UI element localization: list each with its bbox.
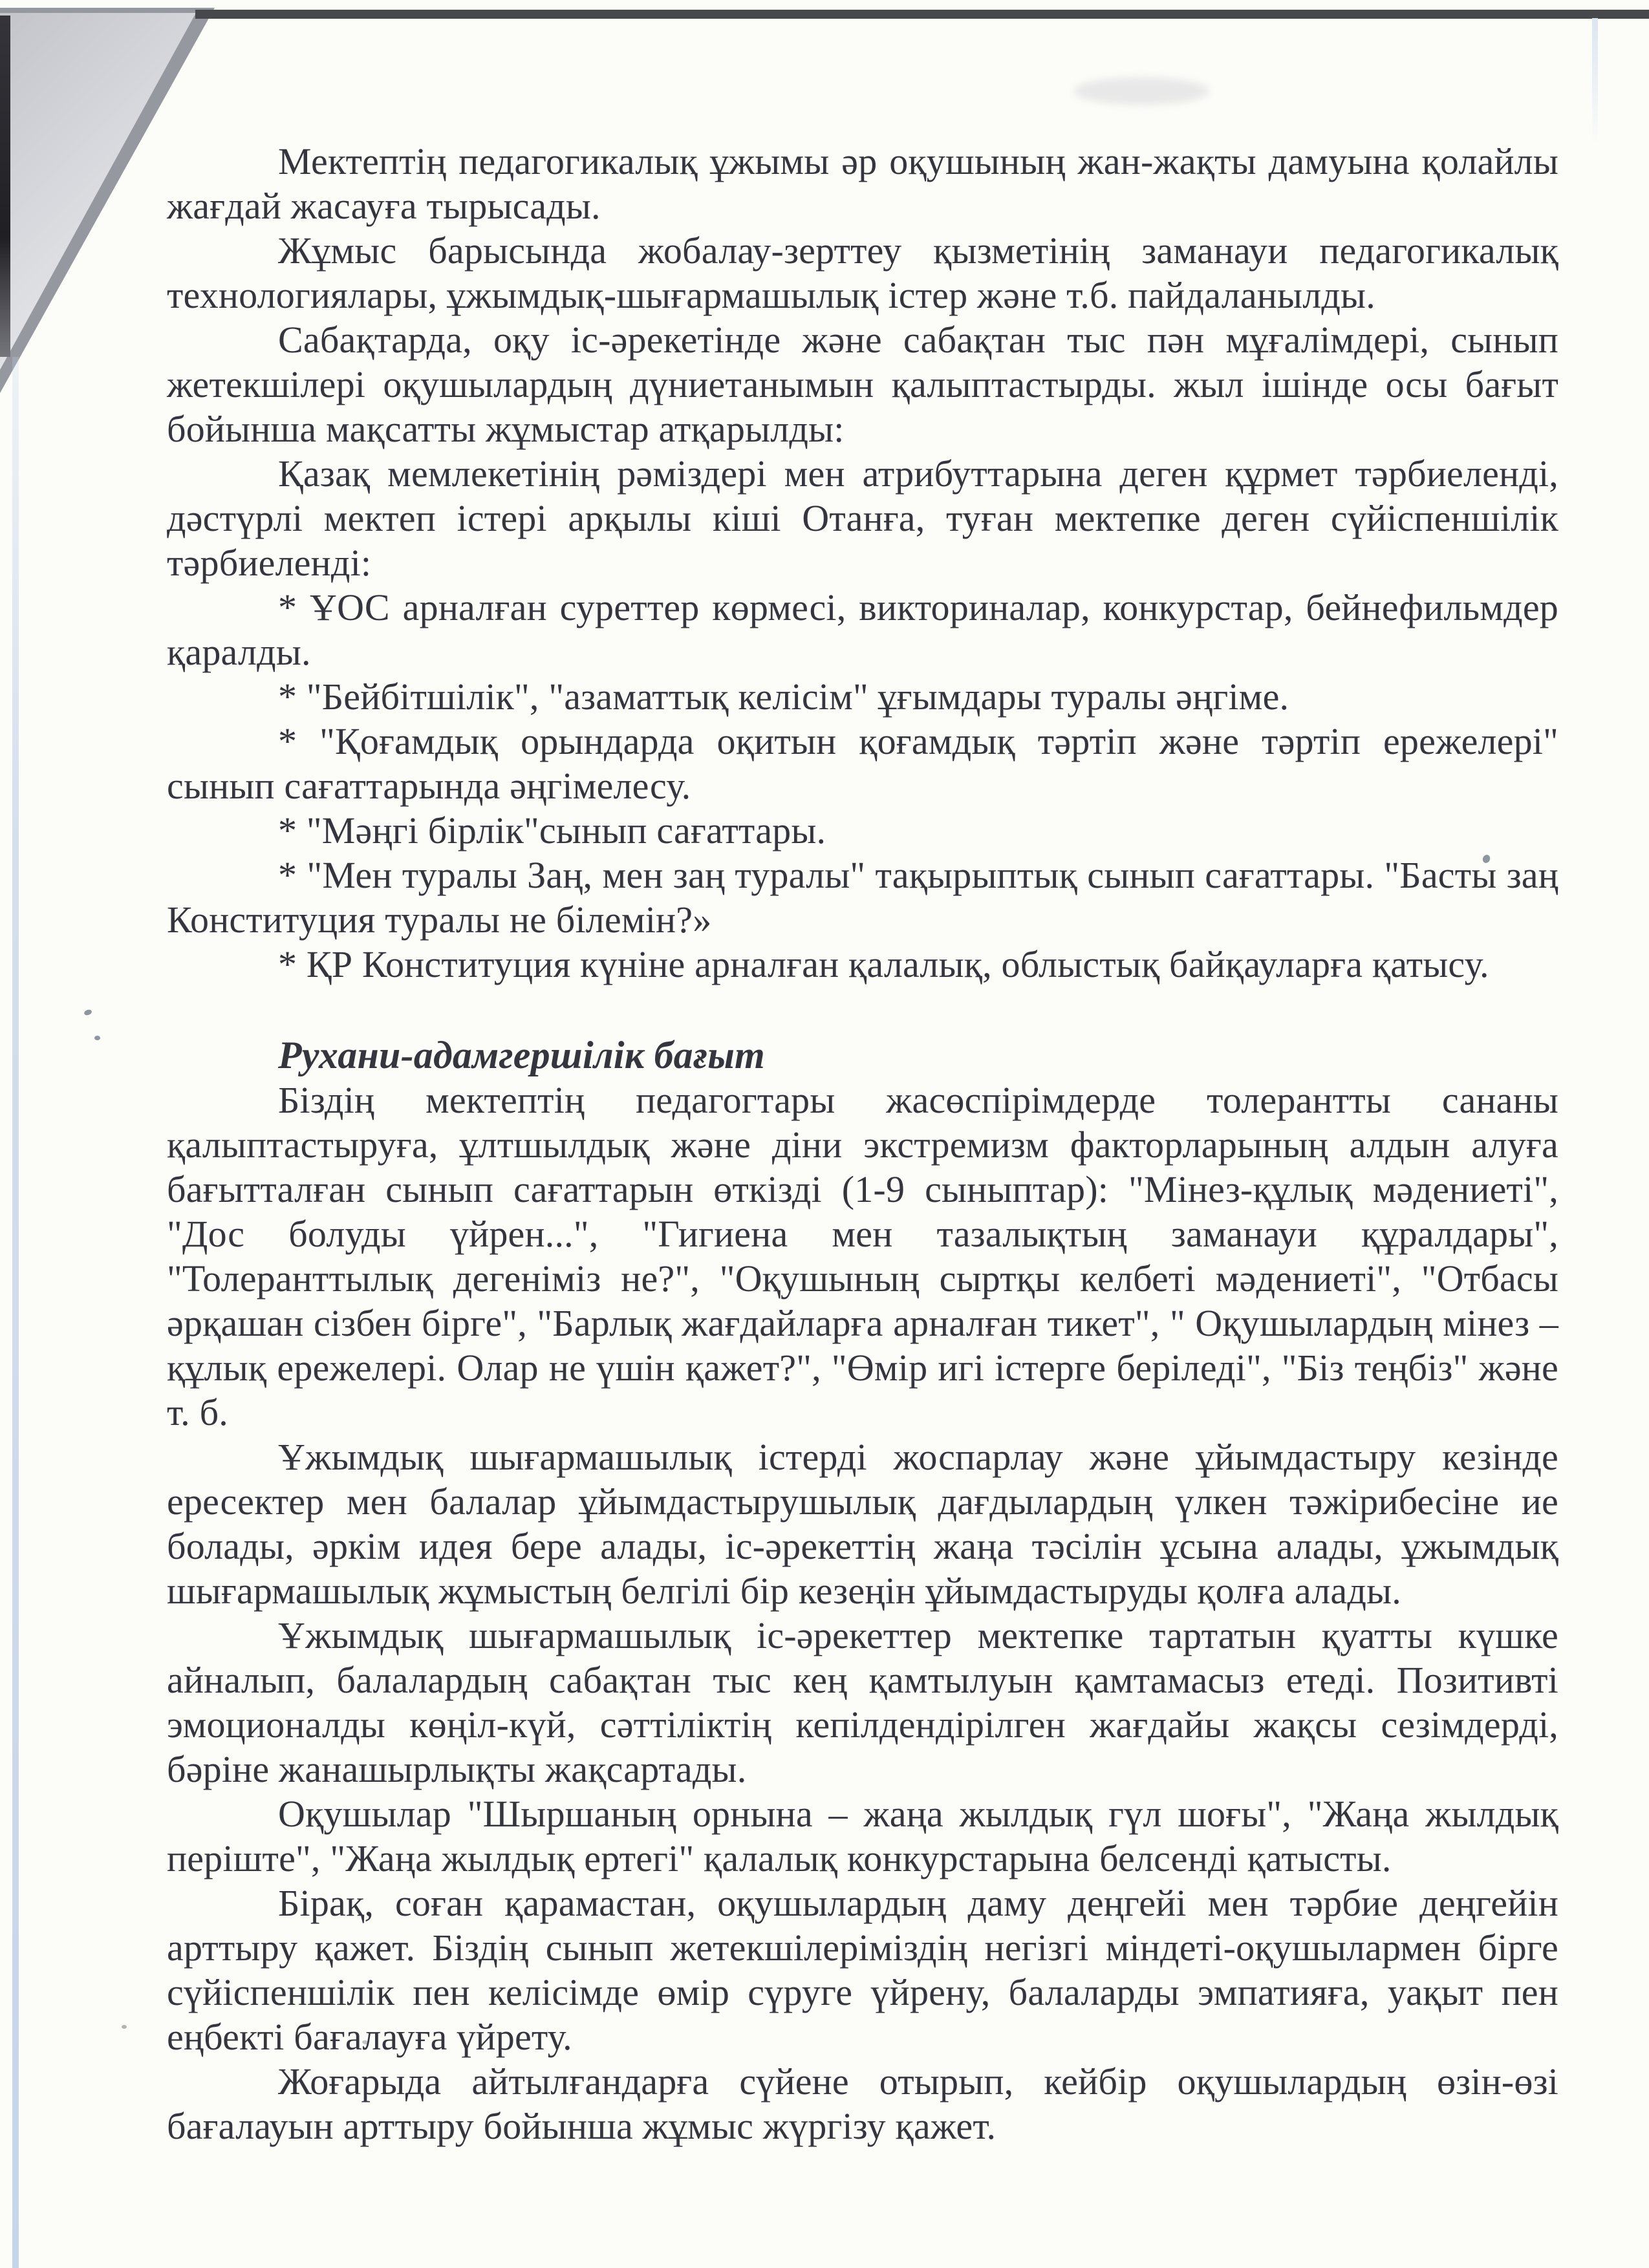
section-heading: Рухани-адамгершілік бағыт <box>278 1034 765 1076</box>
paragraph-intro: Мектептің педагогикалық ұжымы әр оқушының жан-жақты дамуына қолайлы жағдай жасауға тырысады. <box>167 140 1558 227</box>
bullet-constitution-day: * ҚР Конституция күніне арналған қалалық, облыстық байқауларға қатысу. <box>278 943 1489 985</box>
bullet-law-class-hours: * "Мен туралы Заң, мен заң туралы" тақырыптық сынып сағаттары. "Басты заң Конституция туралы не білемін?» <box>167 854 1558 941</box>
scan-edge-top-bar <box>195 10 1649 19</box>
paragraph-lessons: Сабақтарда, оқу іс-әрекетінде және сабақтан тыс пән мұғалімдері, сынып жетекшілері оқушылардың дүниетанымын қалыптастырды. жыл ішінде осы бағыт бойынша мақсатты жұмыстар атқарылды: <box>167 319 1558 450</box>
scan-speck <box>83 1009 92 1016</box>
bullet-peace-talk: * "Бейбітшілік", "азаматтық келісім" ұғымдары туралы әңгіме. <box>278 676 1289 718</box>
scan-smudge <box>1073 78 1209 105</box>
bullet-uos-exhibition: * ҰОС арналған суреттер көрмесі, викториналар, конкурстар, бейнефильмдер қаралды. <box>167 586 1558 673</box>
paragraph-tolerance: Біздің мектептің педагогтары жасөспірімдерде толерантты сананы қалыптастыруға, ұлтшылдық және діни экстремизм факторларының алдын алуға бағытталған сынып сағаттарын өткізді (1-9 сыныптар): "Мінез-құлық мәдениеті", "Дос болуды үйрен...", "Гигиена мен тазалықтың заманауи құралдары", "Толеранттылық дегеніміз не?", "Оқушының сыртқы келбеті мәдениеті", "Отбасы әрқашан сізбен бірге", "Барлық жағдайларға арналған тикет", " Оқушылардың мінез – құлық ережелері. Олар не үшін қажет?", "Өмір игі істерге беріледі", "Біз теңбіз" және т. б. <box>167 1079 1558 1433</box>
paragraph-positive-mood: Ұжымдық шығармашылық іс-әрекеттер мектепке тартатын қуатты күшке айналып, балалардың сабақтан тыс кең қамтылуын қамтамасыз етеді. Позитивті эмоционалды көңіл-күй, сәттіліктің кепілдендірілген жағдайы жақсы сезімдерді, бәріне жанашырлықты жақсартады. <box>167 1614 1558 1790</box>
scan-line-right <box>1592 18 1598 144</box>
paragraph-symbols: Қазақ мемлекетінің рәміздері мен атрибуттарына деген құрмет тәрбиеленді, дәстүрлі мектеп істері арқылы кіші Отанға, туған мектепке деген сүйіспеншілік тәрбиеленді: <box>167 453 1558 584</box>
paragraph-contests: Оқушылар "Шыршаның орнына – жаңа жылдық гүл шоғы", "Жаңа жылдық періште", "Жаңа жылдық ертегі" қалалық конкурстарына белсенді қатысты. <box>167 1793 1558 1879</box>
paragraph-conclusion: Жоғарыда айтылғандарға сүйене отырып, кейбір оқушылардың өзін-өзі бағалауын арттыру бойынша жұмыс жүргізу қажет. <box>167 2060 1558 2147</box>
scan-speck <box>122 2025 127 2029</box>
scan-speck <box>94 1036 100 1040</box>
paragraph-development: Бірақ, соған қарамастан, оқушылардың даму деңгейі мен тәрбие деңгейін арттыру қажет. Біздің сынып жетекшілеріміздің негізгі міндеті-оқушылармен бірге сүйіспеншілік пен келісімде өмір сүруге үйрену, балаларды эмпатияға, уақыт пен еңбекті бағалауға үйрету. <box>167 1882 1558 2058</box>
paragraph-work-process: Жұмыс барысында жобалау-зерттеу қызметінің заманауи педагогикалық технологиялары, ұжымдық-шығармашылық істер және т.б. пайдаланылды. <box>167 230 1558 316</box>
scan-line-left <box>12 357 19 2268</box>
document-body <box>167 139 1558 2148</box>
bullet-mangi-birlik: * "Мәңгі бірлік"сынып сағаттары. <box>278 809 826 851</box>
scan-edge-left-strip <box>0 16 10 357</box>
bullet-public-rules: * "Қоғамдық орындарда оқитын қоғамдық тәртіп және тәртіп ережелері" сынып сағаттарында әңгімелесу. <box>167 720 1558 807</box>
paragraph-collective-work: Ұжымдық шығармашылық істерді жоспарлау және ұйымдастыру кезінде ересектер мен балалар ұйымдастырушылық дағдылардың үлкен тәжірибесіне ие болады, әркім идея бере алады, іс-әрекеттің жаңа тәсілін ұсына алады, ұжымдық шығармашылық жұмыстың белгілі бір кезеңін ұйымдастыруды қолға алады. <box>167 1436 1558 1612</box>
